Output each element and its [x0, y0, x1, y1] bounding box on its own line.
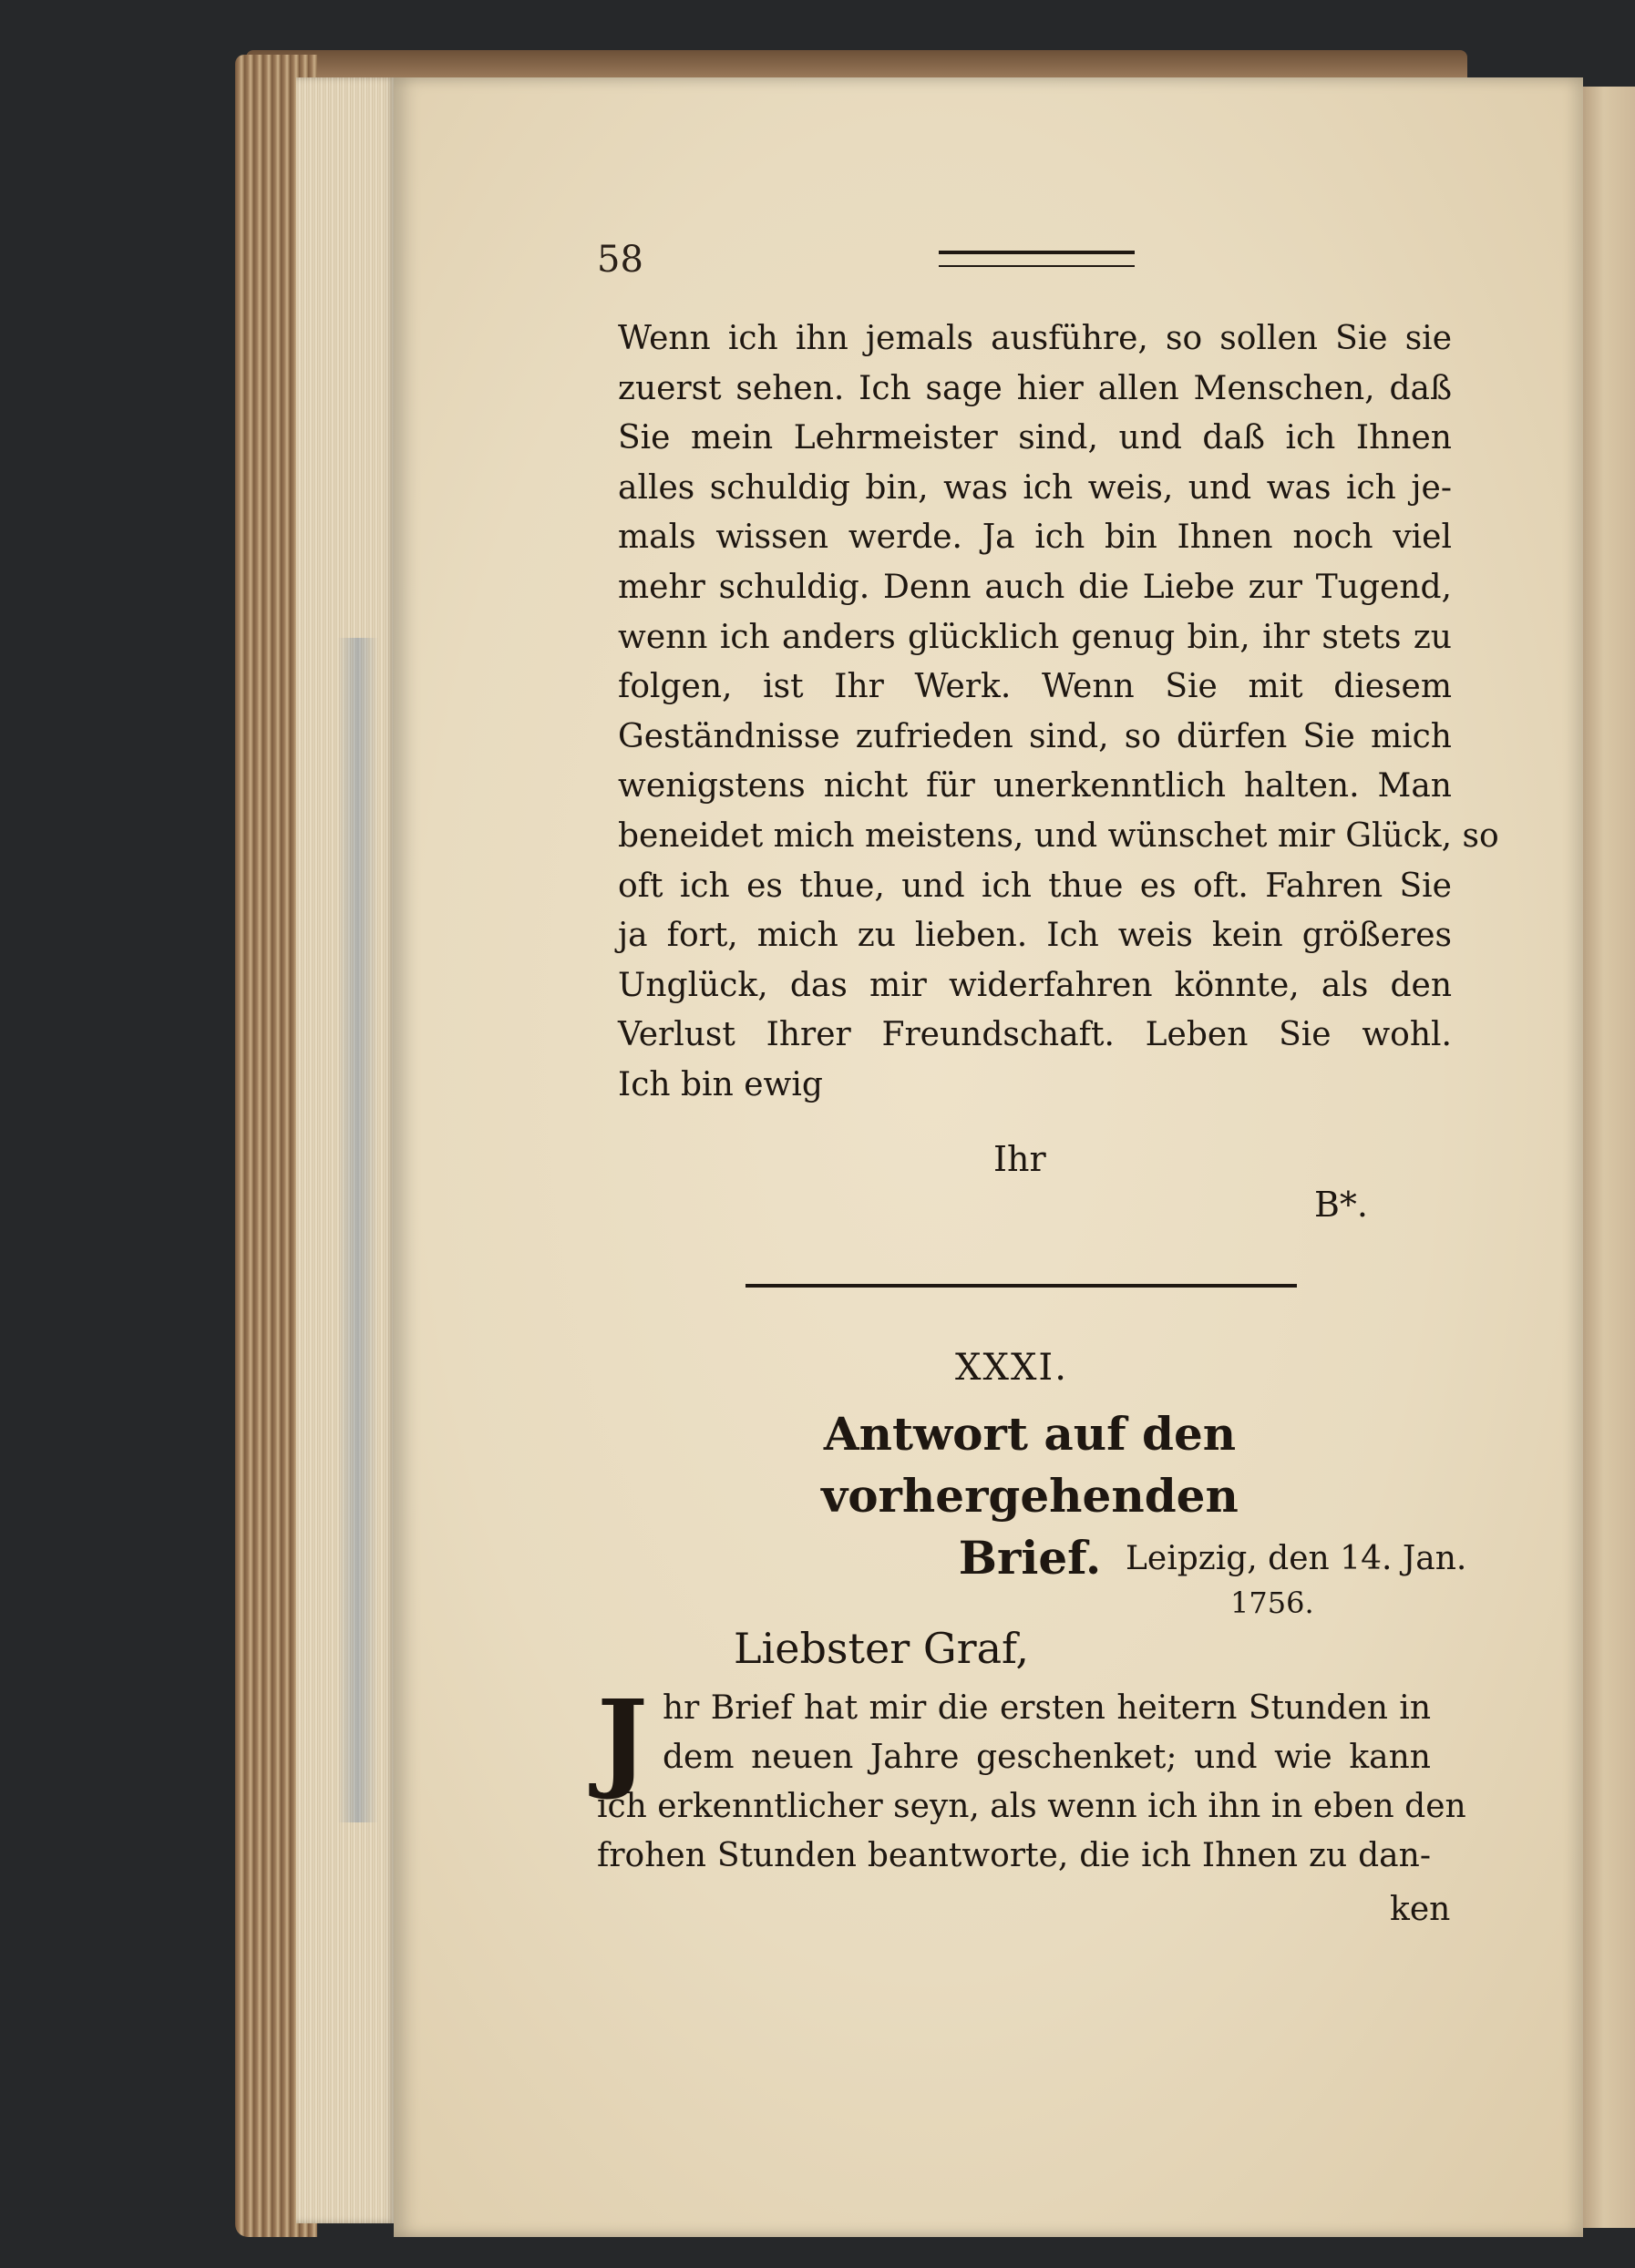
- section-title-line: Brief.: [958, 1531, 1102, 1585]
- text-line: Unglück, das mir widerfahren könnte, als den: [618, 966, 1452, 1004]
- text-line: ich erkenntlicher seyn, als wenn ich ihn in eben den: [597, 1788, 1466, 1825]
- text-line: Verlust Ihrer Freundschaft. Leben Sie wohl.: [618, 1016, 1452, 1054]
- text-line: Ich bin ewig: [618, 1065, 823, 1103]
- date-year: 1756.: [1230, 1586, 1314, 1620]
- text-line: dem neuen Jahre geschenket; und wie kann: [663, 1739, 1431, 1776]
- text-line: alles schuldig bin, was ich weis, und was ich je-: [618, 468, 1452, 507]
- page-number: 58: [597, 239, 643, 281]
- text-line: zuerst sehen. Ich sage hier allen Menschen, daß: [618, 369, 1452, 407]
- section-divider: [746, 1284, 1297, 1288]
- text-line: Geständnisse zufrieden sind, so dürfen Sie mich: [618, 717, 1452, 755]
- text-line: Wenn ich ihn jemals ausführe, so sollen Sie sie: [618, 320, 1452, 357]
- text-line: Sie mein Lehrmeister sind, und daß ich Ihnen: [618, 419, 1452, 457]
- drop-capital: J: [597, 1676, 648, 1802]
- signature: B*.: [1314, 1185, 1369, 1225]
- text-line: mehr schuldig. Denn auch die Liebe zur Tugend,: [618, 568, 1452, 606]
- text-line: frohen Stunden beantworte, die ich Ihnen zu dan-: [597, 1837, 1431, 1874]
- text-line: folgen, ist Ihr Werk. Wenn Sie mit diesem: [618, 668, 1452, 706]
- page-edge-stain: [337, 638, 378, 1822]
- text-line: hr Brief hat mir die ersten heitern Stunden in: [663, 1689, 1431, 1727]
- catchword: ken: [1390, 1891, 1451, 1928]
- text-line: oft ich es thue, und ich thue es oft. Fahren Sie: [618, 867, 1452, 905]
- text-line: mals wissen werde. Ja ich bin Ihnen noch viel: [618, 518, 1452, 557]
- letter-beginning: [597, 1676, 1466, 1881]
- closing-word: Ihr: [993, 1139, 1046, 1179]
- text-line: ja fort, mich zu lieben. Ich weis kein größeres: [618, 917, 1452, 955]
- letter-continuation: [618, 314, 1499, 1111]
- text-line: wenigstens nicht für unerkenntlich halten. Man: [618, 767, 1452, 806]
- section-number: XXXI.: [955, 1347, 1068, 1389]
- section-title-line: Antwort auf den vorhergehenden: [821, 1407, 1239, 1523]
- facing-page-edge: [1583, 87, 1635, 2228]
- header-rule: [939, 251, 1135, 267]
- text-line: beneidet mich meistens, und wünschet mir Glück, so: [618, 816, 1499, 855]
- dateline: Leipzig, den 14. Jan.: [1126, 1540, 1467, 1577]
- salutation: Liebster Graf,: [734, 1624, 1030, 1673]
- text-line: wenn ich anders glücklich genug bin, ihr stets zu: [618, 618, 1452, 656]
